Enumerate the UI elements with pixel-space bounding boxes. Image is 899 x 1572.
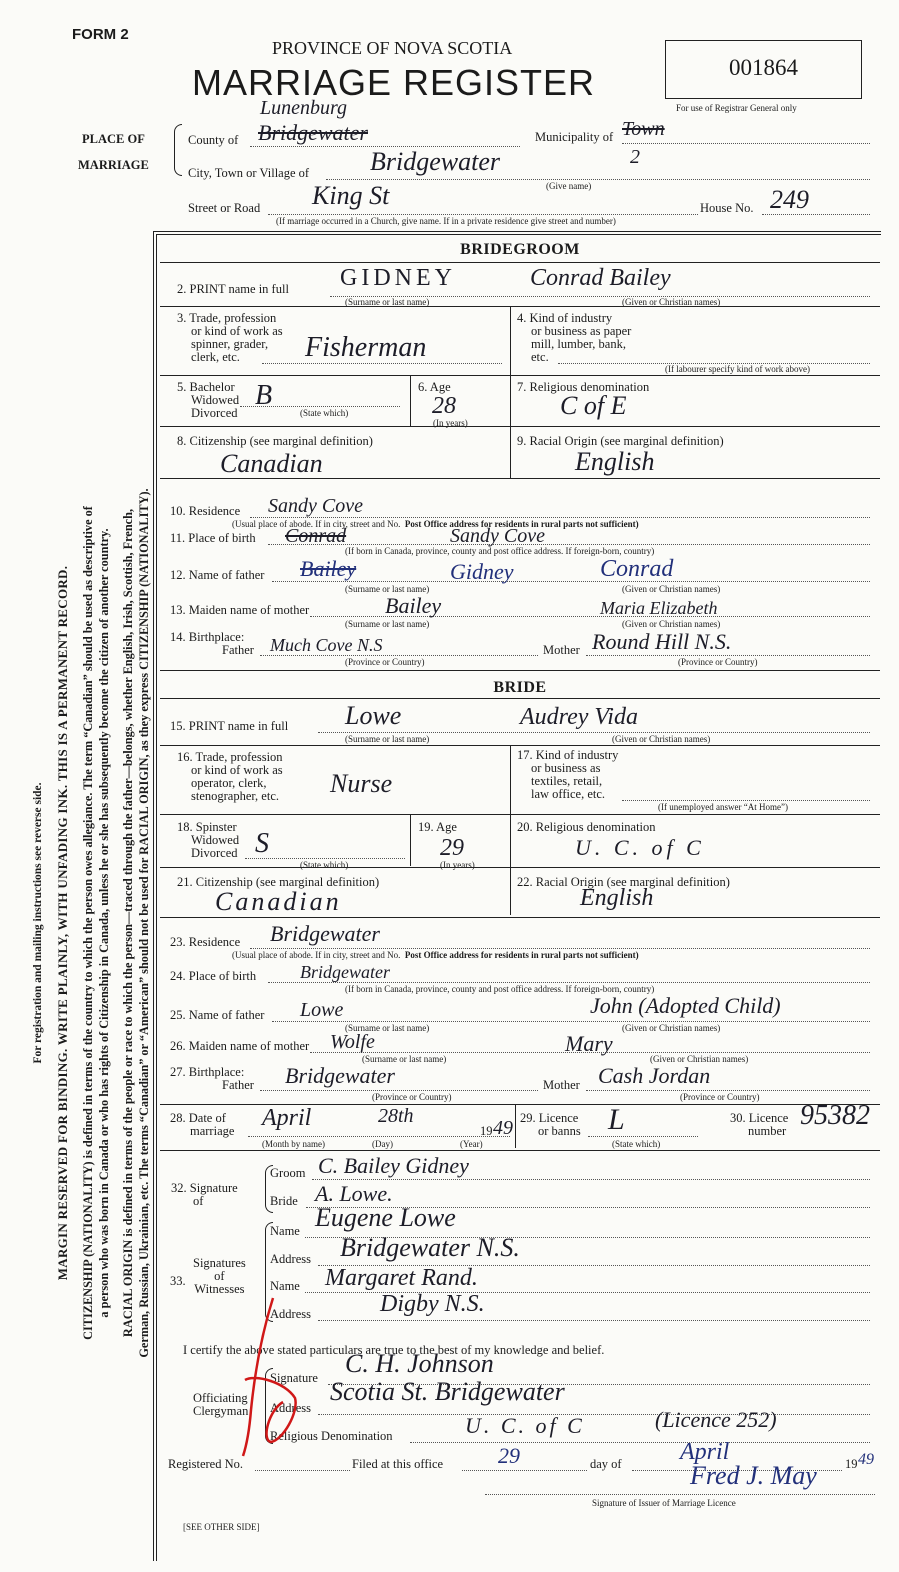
field-label: textiles, retail, [531, 774, 603, 788]
sublabel: (Given or Christian names) [650, 1054, 749, 1064]
groom-religion: C of E [560, 391, 627, 420]
witness1-name: Eugene Lowe [315, 1203, 456, 1232]
field-label: 27. Birthplace: [170, 1065, 245, 1079]
bride-trade: Nurse [330, 769, 393, 798]
bride-mother-birthplace: Cash Jordan [598, 1063, 711, 1088]
field-label: 5. Bachelor [177, 380, 235, 394]
sublabel: (If unemployed answer “At Home”) [658, 802, 788, 812]
field-label: 13. Maiden name of mother [170, 603, 310, 617]
field-label: 32. Signature [171, 1181, 238, 1195]
groom-mother-given: Maria Elizabeth [600, 598, 718, 618]
sublabel: Post Office address for residents in rural parts not sufficient) [404, 519, 639, 529]
sublabel: (Month by name) [262, 1139, 325, 1149]
section-bride: BRIDE [493, 679, 547, 696]
county-struck: Bridgewater [258, 120, 368, 145]
place-label: MARRIAGE [78, 158, 149, 172]
marriage-month: April [262, 1105, 312, 1131]
groom-surname: GIDNEY [340, 265, 456, 291]
street-value: King St [312, 181, 390, 210]
bride-birthplace: Bridgewater [300, 962, 390, 982]
field-label: Widowed [191, 393, 240, 407]
sublabel: (If born in Canada, province, county and post office address. If foreign-born, country) [345, 984, 655, 994]
groom-father-birthplace: Much Cove N.S [270, 635, 383, 655]
street-label: Street or Road [188, 201, 261, 215]
field-label: Clergyman [193, 1404, 249, 1418]
municipality-value: 2 [630, 146, 640, 168]
sublabel: (Year) [460, 1139, 483, 1149]
register-note: For use of Registrar General only [676, 103, 797, 113]
field-label: or business as paper [531, 324, 632, 338]
field-label: Address [270, 1252, 311, 1266]
field-label: 19. Age [418, 820, 457, 834]
bride-age: 29 [440, 835, 464, 861]
city-value: Bridgewater [370, 147, 500, 176]
field-label: Divorced [191, 846, 238, 860]
field-label: Registered No. [168, 1457, 243, 1471]
field-label: Address [270, 1401, 311, 1415]
margin-line: RACIAL ORIGIN is defined in terms of the people or race to which the person—traced through the father—belongs, whether English, Irish, Scottish, French, [121, 508, 135, 1338]
sublabel: Signature of Issuer of Marriage Licence [592, 1498, 736, 1508]
bride-mother-surname: Wolfe [330, 1031, 375, 1053]
bride-status: S [255, 828, 269, 859]
groom-citizenship: Canadian [220, 449, 323, 478]
filed-day: 29 [498, 1443, 520, 1468]
margin-line: German, Russian, Ukrainian, etc. The terms “Canadian” or “American” should not be used for RACIAL ORIGIN, as they express CITIZENSHIP (NATIONALITY). [137, 488, 151, 1358]
groom-trade: Fisherman [305, 332, 427, 363]
field-label: 26. Maiden name of mother [170, 1039, 310, 1053]
city-label: City, Town or Village of [188, 166, 310, 180]
see-other-side-note: [SEE OTHER SIDE] [183, 1522, 260, 1532]
sublabel: (State which) [612, 1139, 661, 1149]
sublabel: (Surname or last name) [345, 584, 430, 594]
field-label: operator, clerk, [191, 776, 267, 790]
field-label: 4. Kind of industry [517, 311, 613, 325]
field-label: 25. Name of father [170, 1008, 265, 1022]
field-label: Address [270, 1307, 311, 1321]
house-label: House No. [700, 201, 754, 215]
groom-father-surname: Gidney [450, 559, 514, 584]
field-label: 22. Racial Origin (see marginal definition) [517, 875, 730, 889]
sublabel: (Province or Country) [345, 657, 425, 667]
field-label: Signatures [193, 1256, 246, 1270]
field-label: or kind of work as [191, 324, 283, 338]
field-label: mill, lumber, bank, [531, 337, 626, 351]
groom-birth-struck: Conrad [285, 525, 347, 547]
sublabel: (Surname or last name) [345, 1023, 430, 1033]
field-label: marriage [190, 1124, 235, 1138]
field-label: of [214, 1269, 225, 1283]
sublabel: (In years) [433, 418, 468, 428]
field-label: Name [270, 1279, 300, 1293]
field-label: 20. Religious denomination [517, 820, 656, 834]
witness2-address: Digby N.S. [380, 1291, 485, 1317]
section-bridegroom: BRIDEGROOM [460, 241, 580, 258]
groom-residence: Sandy Cove [268, 495, 363, 517]
groom-given: Conrad Bailey [530, 265, 671, 291]
margin-line: MARGIN RESERVED FOR BINDING. WRITE PLAINLY, WITH UNFADING INK. THIS IS A PERMANENT RECORD. [55, 565, 70, 1281]
bride-father-given: John (Adopted Child) [590, 993, 781, 1018]
bride-given: Audrey Vida [520, 704, 638, 730]
groom-father-struck: Bailey [300, 556, 357, 581]
field-label: spinner, grader, [191, 337, 269, 351]
groom-mother-surname: Bailey [385, 593, 442, 618]
witness1-address: Bridgewater N.S. [340, 1233, 520, 1262]
sublabel: (Given or Christian names) [622, 297, 721, 307]
sublabel: (State which) [300, 408, 349, 418]
field-label: 6. Age [418, 380, 451, 394]
groom-origin: English [575, 447, 655, 476]
field-label: 24. Place of birth [170, 969, 257, 983]
county-label: County of [188, 133, 239, 147]
field-label: 10. Residence [170, 504, 241, 518]
field-label: 33. [170, 1274, 186, 1288]
bride-citizenship: Canadian [215, 887, 342, 916]
year-prefix: 19 [845, 1457, 858, 1471]
margin-line: CITIZENSHIP (NATIONALITY) is defined in terms of the country to which the person owes allegiance. The term “Canadian” should be used as descriptive of [81, 506, 95, 1340]
sublabel: (Given or Christian names) [612, 734, 711, 744]
sublabel: (In years) [440, 860, 475, 870]
field-label: Officiating [193, 1391, 248, 1405]
street-note: (If marriage occurred in a Church, give name. If in a private residence give street and number) [276, 216, 616, 226]
sublabel: (Surname or last name) [345, 734, 430, 744]
field-label: Religious Denomination [270, 1429, 393, 1443]
sublabel: (Surname or last name) [362, 1054, 447, 1064]
field-label: or banns [538, 1124, 581, 1138]
field-label: etc. [531, 350, 549, 364]
field-label: 12. Name of father [170, 568, 265, 582]
field-label: 29. Licence [520, 1111, 579, 1125]
sublabel: (Province or Country) [372, 1092, 452, 1102]
sublabel: (Usual place of abode. If in city, street and No. [232, 519, 401, 529]
field-label: Witnesses [194, 1282, 245, 1296]
field-label: 23. Residence [170, 935, 241, 949]
field-label: number [748, 1124, 787, 1138]
licence-number: 95382 [800, 1100, 870, 1131]
field-label: 15. PRINT name in full [170, 719, 289, 733]
field-label: 2. PRINT name in full [177, 282, 289, 296]
sublabel: (If born in Canada, province, county and post office address. If foreign-born, country) [345, 546, 655, 556]
sublabel: (Usual place of abode. If in city, street and No. [232, 950, 401, 960]
clergy-address: Scotia St. Bridgewater [330, 1377, 565, 1406]
groom-age: 28 [432, 393, 456, 419]
field-label: of [193, 1194, 204, 1208]
field-label: Name [270, 1224, 300, 1238]
marriage-year: 49 [493, 1117, 513, 1139]
bride-origin: English [580, 885, 654, 911]
field-label: Divorced [191, 406, 238, 420]
year-prefix: 19 [480, 1124, 493, 1138]
bride-religion: U. C. of C [575, 835, 705, 860]
form-number: FORM 2 [72, 26, 129, 43]
clergy-signature: C. H. Johnson [345, 1349, 494, 1378]
field-label: stenographer, etc. [191, 789, 280, 803]
field-label: Signature [270, 1371, 318, 1385]
sublabel: (Surname or last name) [345, 619, 430, 629]
field-label: 9. Racial Origin (see marginal definition) [517, 434, 724, 448]
field-label: clerk, etc. [191, 350, 240, 364]
red-check-mark [225, 1290, 305, 1460]
field-label: Groom [270, 1166, 306, 1180]
margin-line: For registration and mailing instructions see reverse side. [32, 782, 44, 1064]
field-label: Filed at this office [352, 1457, 444, 1471]
province-title: PROVINCE OF NOVA SCOTIA [272, 38, 513, 58]
field-label: 16. Trade, profession [177, 750, 283, 764]
field-label: Mother [543, 1078, 580, 1092]
witness2-name: Margaret Rand. [325, 1265, 478, 1291]
sublabel: (Given or Christian names) [622, 619, 721, 629]
margin-line: a person who was born in Canada or who has rights of Citizenship in Canada, unless he or she has subsequently become the citizen of another country. [97, 528, 111, 1318]
field-label: 8. Citizenship (see marginal definition) [177, 434, 373, 448]
field-label: 28. Date of [170, 1111, 226, 1125]
bride-father-birthplace: Bridgewater [285, 1063, 395, 1088]
groom-birthplace: Sandy Cove [450, 525, 545, 547]
sublabel: (Given or Christian names) [622, 1023, 721, 1033]
page-title: MARRIAGE REGISTER [192, 62, 596, 103]
municipality-label: Municipality of [535, 130, 614, 144]
sublabel: (Province or Country) [680, 1092, 760, 1102]
field-label: Father [222, 643, 254, 657]
sublabel: (Surname or last name) [345, 297, 430, 307]
groom-status: B [255, 380, 273, 411]
field-label: 11. Place of birth [170, 531, 256, 545]
field-label: Bride [270, 1194, 298, 1208]
field-label: 14. Birthplace: [170, 630, 245, 644]
municipality-struck: Town [622, 118, 665, 140]
house-value: 249 [770, 185, 809, 214]
city-note: (Give name) [546, 181, 592, 191]
field-label: Father [222, 1078, 254, 1092]
issuer-signature: Fred J. May [690, 1461, 817, 1490]
sublabel: (State which) [300, 860, 349, 870]
register-number-box: 001864 [665, 40, 862, 99]
sublabel: (If labourer specify kind of work above) [665, 364, 810, 374]
sublabel: Post Office address for residents in rural parts not sufficient) [404, 950, 639, 960]
sublabel: (Province or Country) [678, 657, 758, 667]
clergy-licence: (Licence 252) [655, 1407, 777, 1432]
marriage-day: 28th [378, 1105, 414, 1127]
field-label: Widowed [191, 833, 240, 847]
bride-signature: A. Lowe. [315, 1181, 393, 1206]
field-label: 30. Licence [730, 1111, 789, 1125]
county-value: Lunenburg [260, 97, 348, 119]
sublabel: (Given or Christian names) [622, 584, 721, 594]
field-label: 18. Spinster [177, 820, 237, 834]
field-label: 7. Religious denomination [517, 380, 650, 394]
bride-mother-given: Mary [565, 1031, 613, 1056]
bride-father-surname: Lowe [300, 999, 344, 1021]
field-label: or business as [531, 761, 601, 775]
sublabel: (Day) [372, 1139, 393, 1149]
clergy-denomination: U. C. of C [465, 1413, 585, 1438]
groom-father-given: Conrad [600, 556, 674, 582]
field-label: or kind of work as [191, 763, 283, 777]
groom-signature: C. Bailey Gidney [318, 1153, 469, 1178]
field-label: Mother [543, 643, 580, 657]
field-label: day of [590, 1457, 622, 1471]
groom-mother-birthplace: Round Hill N.S. [592, 629, 732, 654]
margin-instructions [22, 278, 152, 1568]
field-label: 3. Trade, profession [177, 311, 277, 325]
bride-surname: Lowe [345, 701, 402, 730]
bride-residence: Bridgewater [270, 921, 380, 946]
filed-year: 49 [858, 1451, 874, 1468]
licence-or-banns: L [608, 1103, 625, 1136]
place-label: PLACE OF [82, 132, 145, 146]
brace [174, 124, 182, 176]
field-label: 21. Citizenship (see marginal definition) [177, 875, 380, 889]
certification-text: I certify the above stated particulars are true to the best of my knowledge and belief. [183, 1343, 605, 1357]
filed-month: April [680, 1439, 730, 1465]
field-label: law office, etc. [531, 787, 606, 801]
field-label: 17. Kind of industry [517, 748, 619, 762]
